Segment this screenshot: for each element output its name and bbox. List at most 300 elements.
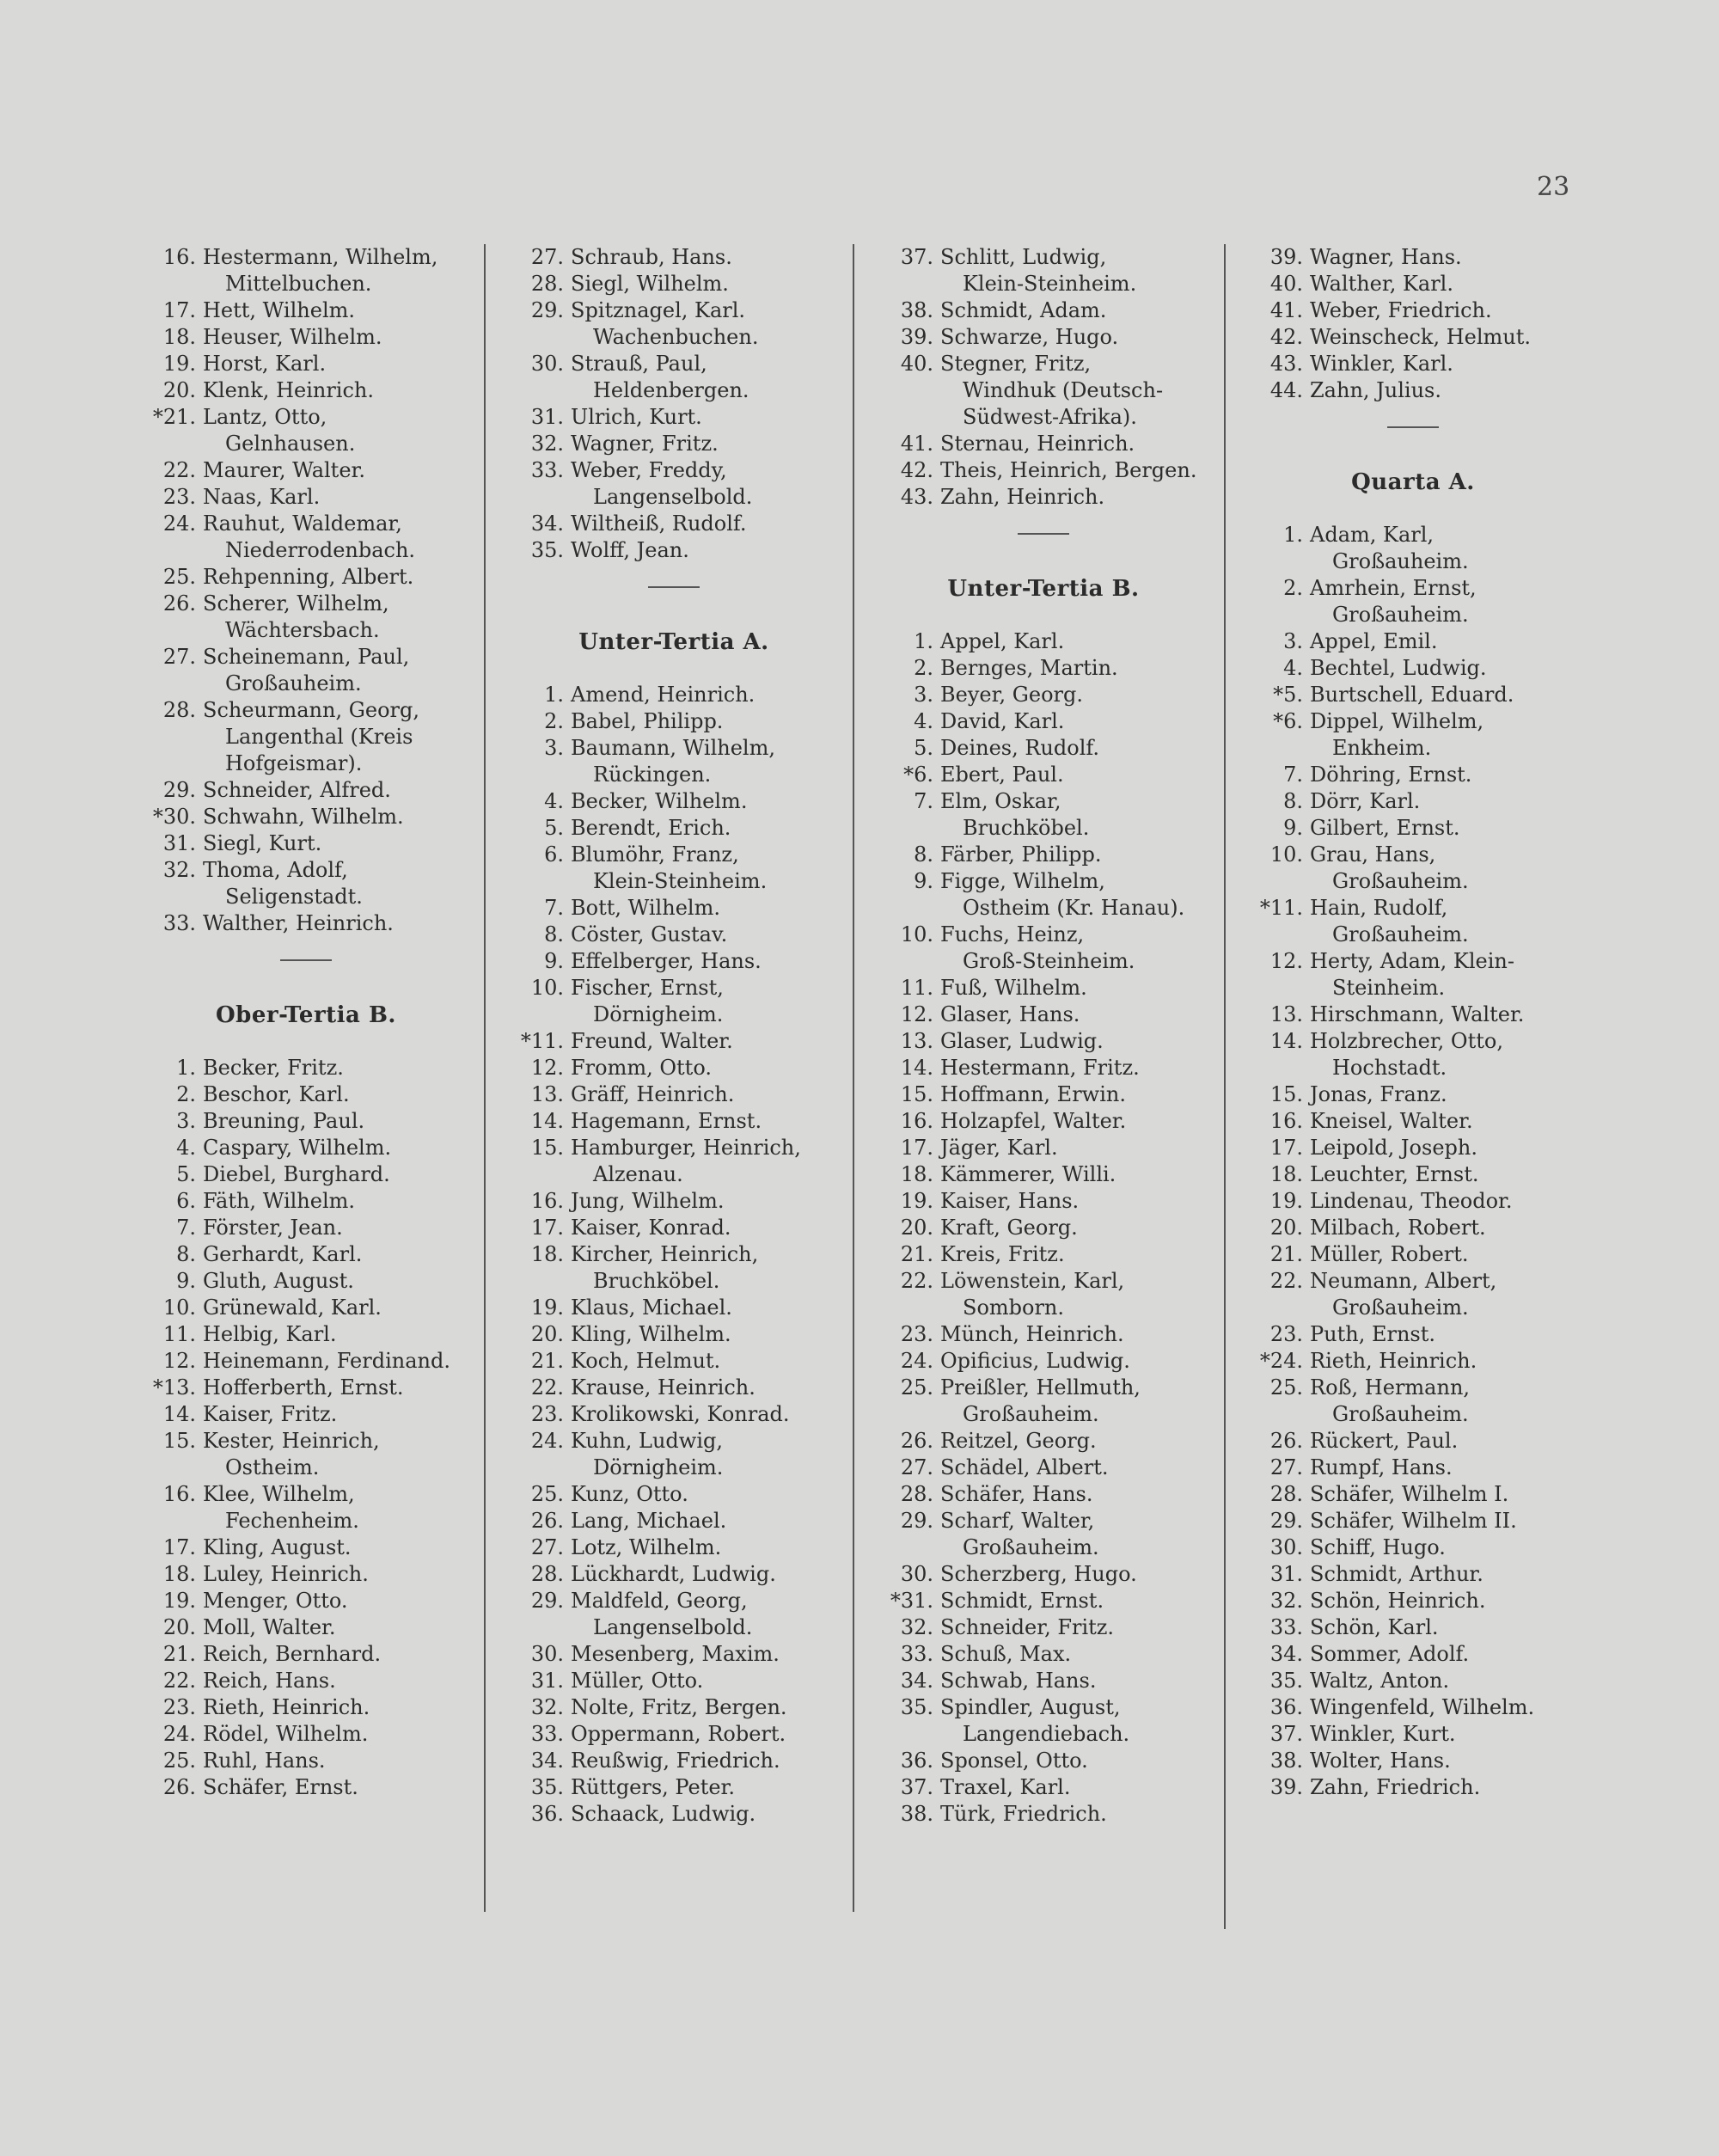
entry-number: 18. xyxy=(162,325,196,349)
list-item xyxy=(880,1348,1207,1375)
list-item xyxy=(1250,1694,1576,1721)
entry-name: Gluth, August. xyxy=(203,1269,354,1293)
entry-number: 13. xyxy=(900,1029,933,1053)
list-item xyxy=(143,1588,469,1614)
entry-name: Förster, Jean. xyxy=(203,1216,343,1240)
entry-continuation: Dörnigheim. xyxy=(593,1455,724,1479)
entry-number: 16. xyxy=(162,1482,196,1506)
entry-name: Hestermann, Wilhelm, xyxy=(203,245,438,269)
entry-name: Müller, Otto. xyxy=(571,1669,704,1693)
list-item xyxy=(143,1641,469,1668)
entry-number: 37. xyxy=(900,245,933,269)
entry-number: 16. xyxy=(530,1189,564,1213)
list-item xyxy=(880,708,1207,735)
entry-continuation: Windhuk (Deutsch- xyxy=(963,378,1164,402)
list-item xyxy=(1250,948,1576,975)
entry-name: Schaack, Ludwig. xyxy=(571,1802,756,1826)
list-item xyxy=(880,1188,1207,1215)
list-item xyxy=(143,377,469,404)
list-item xyxy=(143,1215,469,1241)
entry-name: David, Karl. xyxy=(940,709,1065,733)
list-item xyxy=(880,1694,1207,1721)
entry-name: Glaser, Hans. xyxy=(940,1002,1080,1026)
list-item xyxy=(1250,1481,1576,1508)
list-item xyxy=(880,324,1207,351)
entry-name: Thoma, Adolf, xyxy=(203,858,348,882)
entry-continuation: Heldenbergen. xyxy=(593,378,749,402)
list-item xyxy=(880,351,1207,377)
entry-number: 4. xyxy=(1283,656,1303,680)
list-item xyxy=(1250,1321,1576,1348)
entry-name: Schiff, Hugo. xyxy=(1310,1535,1446,1559)
entry-continuation: Klein-Steinheim. xyxy=(963,272,1137,296)
entry-number: 25. xyxy=(162,1749,196,1773)
entry-name: Schneider, Alfred. xyxy=(203,778,391,802)
entry-name: Gilbert, Ernst. xyxy=(1310,816,1460,840)
entry-name: Kaiser, Fritz. xyxy=(203,1402,338,1426)
entry-number: 33. xyxy=(162,911,196,935)
entry-number: 17. xyxy=(1269,1136,1303,1160)
entry-number: 7. xyxy=(914,789,933,813)
list-item xyxy=(880,1428,1207,1455)
list-item xyxy=(511,404,837,431)
list-item xyxy=(880,244,1207,271)
list-item xyxy=(511,788,837,815)
entry-number: 40. xyxy=(1269,272,1303,296)
entry-number: 7. xyxy=(176,1216,196,1240)
entry-continuation: Langenselbold. xyxy=(593,1615,753,1639)
entry-number: 14. xyxy=(1269,1029,1303,1053)
list-item xyxy=(143,564,469,591)
entry-number: 3. xyxy=(176,1109,196,1133)
entry-number: 2. xyxy=(176,1082,196,1106)
entry-number: 23. xyxy=(530,1402,564,1426)
entry-name: Kester, Heinrich, xyxy=(203,1429,380,1453)
entry-continuation: Wächtersbach. xyxy=(225,618,380,642)
entry-name: Dippel, Wilhelm, xyxy=(1310,709,1484,733)
entry-number: 23. xyxy=(900,1322,933,1346)
list-item xyxy=(1250,1215,1576,1241)
list-item xyxy=(143,1348,469,1375)
entry-number: 5. xyxy=(544,816,564,840)
entry-continuation: Mittelbuchen. xyxy=(225,272,372,296)
list-item xyxy=(143,697,469,724)
entry-name: Herty, Adam, Klein- xyxy=(1310,949,1514,973)
entry-number: 6. xyxy=(544,842,564,867)
entry-name: Reußwig, Friedrich. xyxy=(571,1749,780,1773)
list-item xyxy=(1250,1241,1576,1268)
list-item xyxy=(143,1721,469,1748)
entry-name: Neumann, Albert, xyxy=(1310,1269,1497,1293)
entry-name: Kaiser, Konrad. xyxy=(571,1216,731,1240)
list-item xyxy=(511,842,837,868)
list-item xyxy=(1250,1614,1576,1641)
entry-name: Kreis, Fritz. xyxy=(940,1242,1065,1266)
entry-name: Fuß, Wilhelm. xyxy=(940,976,1087,1000)
entry-name: Sommer, Adolf. xyxy=(1310,1642,1470,1666)
entry-name: Freund, Walter. xyxy=(571,1029,733,1053)
entry-name: Wolff, Jean. xyxy=(571,538,689,562)
entry-name: Elm, Oskar, xyxy=(940,789,1061,813)
list-item xyxy=(511,708,837,735)
entry-number: 12. xyxy=(530,1056,564,1080)
entry-name: Müller, Robert. xyxy=(1310,1242,1469,1266)
entry-number: 20. xyxy=(900,1216,933,1240)
list-item xyxy=(880,842,1207,868)
entry-name: Hofferberth, Ernst. xyxy=(203,1375,404,1400)
list-item xyxy=(1250,1428,1576,1455)
entry-name: Löwenstein, Karl, xyxy=(940,1269,1125,1293)
entry-number: 37. xyxy=(900,1775,933,1799)
section-heading: Unter-Tertia A. xyxy=(578,629,769,655)
entry-name: Kaiser, Hans. xyxy=(940,1189,1080,1213)
entry-number: 31. xyxy=(1269,1562,1303,1586)
entry-number: 28. xyxy=(900,1482,933,1506)
entry-name: Kuhn, Ludwig, xyxy=(571,1429,723,1453)
entry-number: 34. xyxy=(530,1749,564,1773)
entry-number: 43. xyxy=(1269,352,1303,376)
entry-name: Waltz, Anton. xyxy=(1310,1669,1450,1693)
list-item xyxy=(880,788,1207,815)
entry-number: 5. xyxy=(176,1162,196,1186)
entry-name: Schäfer, Wilhelm I. xyxy=(1310,1482,1509,1506)
column-1 xyxy=(143,244,469,1801)
entry-name: Appel, Emil. xyxy=(1310,629,1438,653)
entry-name: Jung, Wilhelm. xyxy=(571,1189,725,1213)
entry-number: 29. xyxy=(1269,1509,1303,1533)
entry-name: Naas, Karl. xyxy=(203,485,321,509)
entry-name: Schneider, Fritz. xyxy=(940,1615,1115,1639)
entry-number: 23. xyxy=(162,1695,196,1719)
entry-number: 31. xyxy=(162,831,196,855)
list-item xyxy=(511,975,837,1001)
entry-name: Puth, Ernst. xyxy=(1310,1322,1436,1346)
list-item xyxy=(143,1668,469,1694)
entry-number: 10. xyxy=(162,1295,196,1320)
entry-continuation: Langenthal (Kreis xyxy=(225,725,413,749)
entry-name: Reich, Hans. xyxy=(203,1669,336,1693)
list-item xyxy=(511,1108,837,1135)
list-item xyxy=(511,431,837,457)
entry-name: Kämmerer, Willi. xyxy=(940,1162,1116,1186)
entry-name: Figge, Wilhelm, xyxy=(940,869,1105,893)
entry-name: Fromm, Otto. xyxy=(571,1056,712,1080)
entry-number: *5. xyxy=(1273,683,1303,707)
entry-number: 29. xyxy=(530,1589,564,1613)
list-item xyxy=(143,1561,469,1588)
list-item xyxy=(143,644,469,671)
entry-name: Heuser, Wilhelm. xyxy=(203,325,382,349)
entry-number: 13. xyxy=(530,1082,564,1106)
list-item xyxy=(1250,1108,1576,1135)
list-item xyxy=(143,1161,469,1188)
list-item xyxy=(511,1508,837,1534)
entry-name: Schäfer, Wilhelm II. xyxy=(1310,1509,1517,1533)
entry-continuation: Großauheim. xyxy=(963,1402,1099,1426)
list-item xyxy=(1250,815,1576,842)
list-item xyxy=(511,1774,837,1801)
list-item xyxy=(143,1428,469,1455)
list-item xyxy=(1250,1641,1576,1668)
entry-name: Breuning, Paul. xyxy=(203,1109,365,1133)
entry-name: Zahn, Friedrich. xyxy=(1310,1775,1481,1799)
entry-number: 32. xyxy=(1269,1589,1303,1613)
section-heading: Unter-Tertia B. xyxy=(947,576,1140,602)
entry-number: 1. xyxy=(914,629,933,653)
entry-number: 36. xyxy=(530,1802,564,1826)
entry-number: 22. xyxy=(162,1669,196,1693)
entry-name: Wiltheiß, Rudolf. xyxy=(571,511,747,536)
list-item xyxy=(1250,682,1576,708)
entry-name: Schön, Karl. xyxy=(1310,1615,1439,1639)
list-item xyxy=(143,244,469,271)
entry-name: Hain, Rudolf, xyxy=(1310,896,1448,920)
entry-number: *30. xyxy=(152,805,196,829)
entry-continuation: Dörnigheim. xyxy=(593,1002,724,1026)
entry-number: 11. xyxy=(900,976,933,1000)
entry-number: 8. xyxy=(176,1242,196,1266)
entry-name: Rödel, Wilhelm. xyxy=(203,1722,369,1746)
list-item xyxy=(880,868,1207,895)
entry-number: 8. xyxy=(914,842,933,867)
entry-number: 3. xyxy=(914,683,933,707)
entry-name: Schön, Heinrich. xyxy=(1310,1589,1486,1613)
entry-number: 24. xyxy=(162,511,196,536)
entry-number: 33. xyxy=(530,458,564,482)
entry-name: Caspary, Wilhelm. xyxy=(203,1136,392,1160)
list-item xyxy=(143,777,469,804)
entry-name: Deines, Rudolf. xyxy=(940,736,1100,760)
list-item xyxy=(143,324,469,351)
list-item xyxy=(143,1268,469,1295)
entry-name: Heinemann, Ferdinand. xyxy=(203,1349,450,1373)
entry-number: 26. xyxy=(530,1509,564,1533)
list-item xyxy=(880,1321,1207,1348)
entry-number: 18. xyxy=(900,1162,933,1186)
list-item xyxy=(511,1561,837,1588)
entry-number: 29. xyxy=(530,298,564,322)
entry-number: 34. xyxy=(900,1669,933,1693)
entry-name: Beyer, Georg. xyxy=(940,683,1083,707)
list-item xyxy=(880,1668,1207,1694)
entry-number: 35. xyxy=(900,1695,933,1719)
entry-name: Moll, Walter. xyxy=(203,1615,336,1639)
entry-number: 19. xyxy=(1269,1189,1303,1213)
entry-name: Schmidt, Arthur. xyxy=(1310,1562,1483,1586)
entry-number: 19. xyxy=(162,352,196,376)
entry-name: Fischer, Ernst, xyxy=(571,976,724,1000)
entry-name: Winkler, Kurt. xyxy=(1310,1722,1456,1746)
list-item xyxy=(880,457,1207,484)
entry-number: 21. xyxy=(1269,1242,1303,1266)
entry-continuation: Steinheim. xyxy=(1332,976,1446,1000)
entry-number: 9. xyxy=(176,1269,196,1293)
list-item xyxy=(511,1241,837,1268)
entry-name: Ruhl, Hans. xyxy=(203,1749,326,1773)
entry-continuation: Klein-Steinheim. xyxy=(593,869,768,893)
entry-number: 23. xyxy=(162,485,196,509)
entry-number: 6. xyxy=(176,1189,196,1213)
list-item xyxy=(511,351,837,377)
list-item xyxy=(880,1375,1207,1401)
entry-number: 22. xyxy=(530,1375,564,1400)
entry-name: Koch, Helmut. xyxy=(571,1349,721,1373)
entry-number: 9. xyxy=(914,869,933,893)
entry-number: 34. xyxy=(1269,1642,1303,1666)
list-item xyxy=(1250,1774,1576,1801)
list-item xyxy=(880,1508,1207,1534)
entry-continuation: Niederrodenbach. xyxy=(225,538,416,562)
entry-number: 35. xyxy=(1269,1669,1303,1693)
list-item xyxy=(880,1268,1207,1295)
list-item xyxy=(143,1108,469,1135)
entry-number: 21. xyxy=(900,1242,933,1266)
entry-number: 30. xyxy=(900,1562,933,1586)
entry-continuation: Langenselbold. xyxy=(593,485,753,509)
list-item xyxy=(1250,1081,1576,1108)
entry-name: Schäfer, Hans. xyxy=(940,1482,1093,1506)
list-item xyxy=(511,895,837,922)
entry-name: Lückhardt, Ludwig. xyxy=(571,1562,776,1586)
entry-number: 25. xyxy=(530,1482,564,1506)
list-item xyxy=(880,1588,1207,1614)
entry-number: *21. xyxy=(152,405,196,429)
list-item xyxy=(143,484,469,511)
entry-number: 33. xyxy=(1269,1615,1303,1639)
entry-name: Schlitt, Ludwig, xyxy=(940,245,1107,269)
column-divider xyxy=(853,244,854,1912)
entry-number: 38. xyxy=(900,298,933,322)
entry-number: 4. xyxy=(176,1136,196,1160)
entry-name: Roß, Hermann, xyxy=(1310,1375,1471,1400)
entry-continuation: Ostheim. xyxy=(225,1455,320,1479)
entry-name: Reich, Bernhard. xyxy=(203,1642,382,1666)
list-item xyxy=(1250,297,1576,324)
entry-number: 30. xyxy=(530,352,564,376)
entry-number: 25. xyxy=(900,1375,933,1400)
entry-name: Amend, Heinrich. xyxy=(571,683,756,707)
list-item xyxy=(511,1428,837,1455)
list-item xyxy=(880,735,1207,762)
list-item xyxy=(880,1161,1207,1188)
entry-number: 36. xyxy=(1269,1695,1303,1719)
entry-number: 27. xyxy=(900,1455,933,1479)
entry-name: Zahn, Heinrich. xyxy=(940,485,1105,509)
list-item xyxy=(880,1481,1207,1508)
list-item xyxy=(880,297,1207,324)
list-item xyxy=(1250,842,1576,868)
entry-name: Klee, Wilhelm, xyxy=(203,1482,355,1506)
list-item xyxy=(1250,575,1576,602)
list-item xyxy=(1250,1721,1576,1748)
list-item xyxy=(143,404,469,431)
entry-number: 9. xyxy=(544,949,564,973)
entry-number: 41. xyxy=(1269,298,1303,322)
list-item xyxy=(143,1321,469,1348)
entry-number: 31. xyxy=(530,405,564,429)
entry-name: Amrhein, Ernst, xyxy=(1310,576,1477,600)
entry-continuation: Ostheim (Kr. Hanau). xyxy=(963,896,1185,920)
list-item xyxy=(1250,377,1576,404)
entry-name: Helbig, Karl. xyxy=(203,1322,337,1346)
entry-name: Jäger, Karl. xyxy=(940,1136,1058,1160)
entry-number: 17. xyxy=(900,1136,933,1160)
list-item xyxy=(1250,1135,1576,1161)
entry-number: 28. xyxy=(162,698,196,722)
entry-number: 27. xyxy=(530,245,564,269)
list-item xyxy=(880,1001,1207,1028)
list-item xyxy=(1250,1534,1576,1561)
entry-name: Hamburger, Heinrich, xyxy=(571,1136,801,1160)
entry-number: 18. xyxy=(1269,1162,1303,1186)
entry-number: 33. xyxy=(900,1642,933,1666)
entry-number: 42. xyxy=(900,458,933,482)
entry-name: Babel, Philipp. xyxy=(571,709,724,733)
column-4 xyxy=(1250,244,1576,1801)
entry-number: 26. xyxy=(162,591,196,616)
entry-continuation: Großauheim. xyxy=(1332,603,1469,627)
entry-name: Hagemann, Ernst. xyxy=(571,1109,762,1133)
entry-name: Holzapfel, Walter. xyxy=(940,1109,1127,1133)
column-divider xyxy=(484,244,486,1912)
list-item xyxy=(511,457,837,484)
list-item xyxy=(143,1694,469,1721)
entry-number: *24. xyxy=(1259,1349,1303,1373)
entry-name: Winkler, Karl. xyxy=(1310,352,1453,376)
list-item xyxy=(1250,788,1576,815)
entry-number: 12. xyxy=(162,1349,196,1373)
entry-number: 10. xyxy=(530,976,564,1000)
entry-name: Krolikowski, Konrad. xyxy=(571,1402,790,1426)
list-item xyxy=(143,1081,469,1108)
list-item xyxy=(511,244,837,271)
entry-number: 20. xyxy=(162,1615,196,1639)
entry-name: Diebel, Burghard. xyxy=(203,1162,390,1186)
entry-number: 13. xyxy=(1269,1002,1303,1026)
section-heading: Quarta A. xyxy=(1351,469,1475,495)
entry-name: Glaser, Ludwig. xyxy=(940,1029,1104,1053)
entry-number: 12. xyxy=(1269,949,1303,973)
entry-number: 20. xyxy=(1269,1216,1303,1240)
entry-name: Adam, Karl, xyxy=(1310,523,1435,547)
entry-name: Schuß, Max. xyxy=(940,1642,1072,1666)
entry-number: 29. xyxy=(900,1509,933,1533)
list-item xyxy=(1250,762,1576,788)
entry-name: Opificius, Ludwig. xyxy=(940,1349,1130,1373)
entry-name: Ulrich, Kurt. xyxy=(571,405,702,429)
list-item xyxy=(880,431,1207,457)
entry-name: Rieth, Heinrich. xyxy=(1310,1349,1477,1373)
entry-name: Färber, Philipp. xyxy=(940,842,1102,867)
entry-number: 4. xyxy=(544,789,564,813)
entry-name: Spindler, August, xyxy=(940,1695,1121,1719)
list-item xyxy=(1250,522,1576,548)
entry-number: 38. xyxy=(1269,1749,1303,1773)
list-item xyxy=(511,1534,837,1561)
entry-number: 24. xyxy=(900,1349,933,1373)
entry-name: Rauhut, Waldemar, xyxy=(203,511,402,536)
entry-name: Luley, Heinrich. xyxy=(203,1562,369,1586)
list-item xyxy=(1250,895,1576,922)
entry-continuation: Seligenstadt. xyxy=(225,885,363,909)
entry-number: 32. xyxy=(530,1695,564,1719)
list-item xyxy=(511,1055,837,1081)
list-item xyxy=(1250,628,1576,655)
entry-name: Schmidt, Ernst. xyxy=(940,1589,1104,1613)
entry-number: 33. xyxy=(530,1722,564,1746)
list-item xyxy=(511,1188,837,1215)
list-item xyxy=(511,735,837,762)
